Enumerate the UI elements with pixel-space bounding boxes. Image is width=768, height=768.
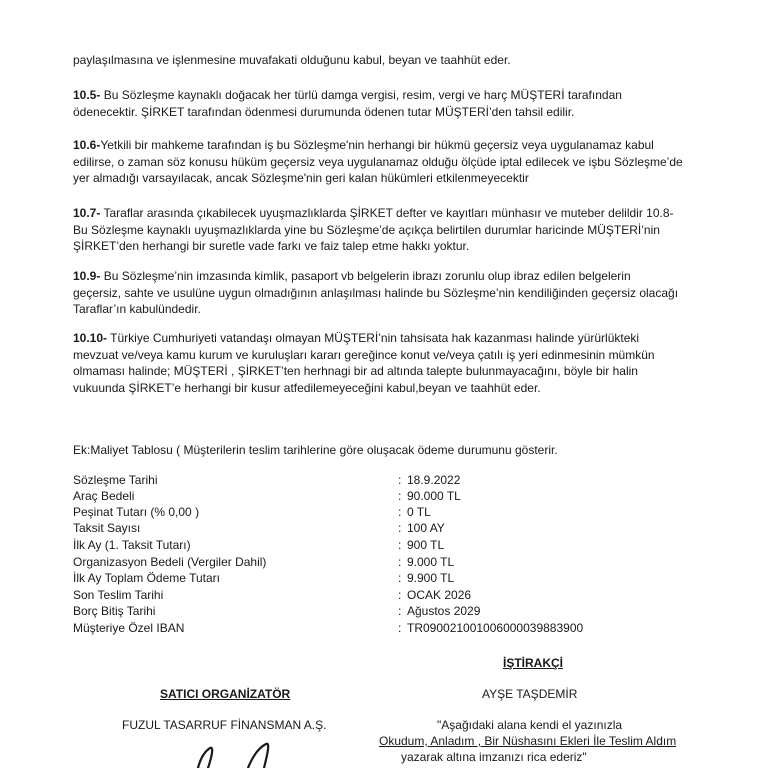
clause-text: Taraflar arasında çıkabilecek uyuşmazlıklarda ŞİRKET defter ve kayıtları münhasır ve muteber delildir 10.8- — [100, 206, 674, 220]
row-label: Sözleşme Tarihi — [73, 473, 158, 487]
row-separator: : — [398, 521, 402, 535]
attachment-note: Ek:Maliyet Tablosu ( Müşterilerin teslim tarihlerine göre oluşacak ödeme durumunu gösterir. — [73, 443, 558, 457]
row-separator: : — [398, 505, 402, 519]
table-row — [73, 488, 633, 504]
participant-name: AYŞE TAŞDEMİR — [482, 687, 578, 701]
clause-number: 10.5- — [73, 88, 101, 102]
row-value: 0 TL — [407, 505, 431, 519]
clause-10-9 — [73, 268, 713, 318]
clause-text: ŞİRKET’den herhangi bir suretle vade farkı ve faiz talep etme hakkı yoktur. — [73, 239, 470, 253]
clause-10-10 — [73, 330, 713, 396]
clause-10-7 — [73, 205, 713, 255]
row-separator: : — [398, 489, 402, 503]
table-row — [73, 603, 633, 619]
row-value: 90.000 TL — [407, 489, 461, 503]
row-value: TR090021001006000039883900 — [407, 621, 584, 635]
clause-text: vukuunda ŞİRKET’e herhangi bir kusur atfedilemeyeceğini kabul,beyan ve taahhüt eder. — [73, 380, 541, 395]
table-row — [73, 620, 633, 636]
handwrite-instruction-3: yazarak altına imzanızı rica ederiz" — [401, 750, 587, 764]
row-label: Son Teslim Tarihi — [73, 588, 164, 602]
clause-text: yer almadığı varsayılacak, ancak Sözleşme'nin geri kalan hükümleri etkilenmeyecektir — [73, 171, 529, 185]
clause-number: 10.10- — [73, 331, 108, 345]
row-separator: : — [398, 473, 402, 487]
table-row — [73, 520, 633, 536]
clause-text: Türkiye Cumhuriyeti vatandaşı olmayan MÜŞTERİ’nin tahsisata hak kazanması halinde yürürlükteki — [107, 331, 640, 345]
table-row — [73, 587, 633, 603]
clause-text: Yetkili bir mahkeme tarafından iş bu Sözleşme'nin herhangi bir hükmü geçersiz veya uygulanamaz kabul — [100, 138, 654, 152]
row-label: Araç Bedeli — [73, 489, 135, 503]
table-row — [73, 537, 633, 553]
clause-10-5 — [73, 87, 713, 120]
row-label: Peşinat Tutarı (% 0,00 ) — [73, 505, 200, 519]
clause-text: Bu Sözleşme kaynaklı doğacak her türlü damga vergisi, resim, vergi ve harç MÜŞTERİ tarafından — [100, 88, 622, 102]
clause-text: olmaması halinde; MÜŞTERİ , ŞİRKET’ten herhnagi bir ad altında talepte bulunmayacağını, böyle bir halin — [73, 364, 638, 378]
row-label: İlk Ay (1. Taksit Tutarı) — [73, 538, 191, 552]
clause-text: mevzuat ve/veya kamu kurum ve kuruluşları kararı gereğince konut ve/veya çatılı iş yeri edinmesinin mümkün — [73, 347, 655, 362]
clause-text: edilirse, o zaman söz konusu hüküm geçersiz veya uygulanamaz olduğu ölçüde iptal edilecek ve işbu Sözleşme’de — [73, 154, 683, 169]
handwrite-instruction-2: Okudum, Anladım , Bir Nüshasını Ekleri İle Teslim Aldım — [379, 734, 677, 748]
row-value: Ağustos 2029 — [407, 604, 481, 618]
row-value: 9.900 TL — [407, 571, 455, 585]
row-value: 100 AY — [407, 521, 445, 535]
row-separator: : — [398, 621, 402, 635]
organizer-heading: SATICI ORGANİZATÖR — [160, 687, 291, 701]
row-separator: : — [398, 555, 402, 569]
table-row — [73, 570, 633, 586]
handwrite-instruction-1: "Aşağıdaki alana kendi el yazınızla — [437, 718, 623, 732]
row-value: OCAK 2026 — [407, 588, 472, 602]
clause-number: 10.9- — [73, 269, 101, 283]
row-separator: : — [398, 538, 402, 552]
row-separator: : — [398, 571, 402, 585]
row-label: Borç Bitiş Tarihi — [73, 604, 156, 618]
clause-10-6 — [73, 137, 713, 187]
clause-text: Bu Sözleşme kaynaklı uyuşmazlıklarda yine bu Sözleşme’de açıkça belirtilen durumlar haricinde MÜŞTERİ’nin — [73, 222, 660, 237]
row-value: 18.9.2022 — [407, 473, 461, 487]
row-label: Müşteriye Özel IBAN — [73, 621, 185, 635]
row-label: Organizasyon Bedeli (Vergiler Dahil) — [73, 555, 267, 569]
row-separator: : — [398, 588, 402, 602]
row-label: İlk Ay Toplam Ödeme Tutarı — [73, 571, 220, 585]
organizer-name: FUZUL TASARRUF FİNANSMAN A.Ş. — [122, 718, 327, 732]
table-row — [73, 504, 633, 520]
table-row — [73, 472, 633, 488]
row-label: Taksit Sayısı — [73, 521, 141, 535]
clause-number: 10.6- — [73, 138, 101, 152]
clause-text: ödenecektir. ŞİRKET tarafından ödenmesi durumunda ödenen tutar MÜŞTERİ’den tahsil edilir. — [73, 104, 575, 119]
row-separator: : — [398, 604, 402, 618]
organizer-signature — [190, 742, 280, 768]
clause-text: Taraflar’ın kabulündedir. — [73, 302, 201, 316]
clause-number: 10.7- — [73, 206, 101, 220]
clause-text: geçersiz, sahte ve usulüne uygun olmadığının anlaşılması halinde bu Sözleşme’nin kendiliğinden geçersiz olacağı — [73, 285, 679, 300]
clause-text: Bu Sözleşme’nin imzasında kimlik, pasaport vb belgelerin ibrazı zorunlu olup ibraz edilen belgelerin — [100, 269, 631, 283]
table-row — [73, 554, 633, 570]
participant-heading: İŞTİRAKÇİ — [503, 656, 563, 670]
row-value: 9.000 TL — [407, 555, 455, 569]
intro-text: paylaşılmasına ve işlenmesine muvafakati olduğunu kabul, beyan ve taahhüt eder. — [73, 53, 511, 67]
row-value: 900 TL — [407, 538, 445, 552]
